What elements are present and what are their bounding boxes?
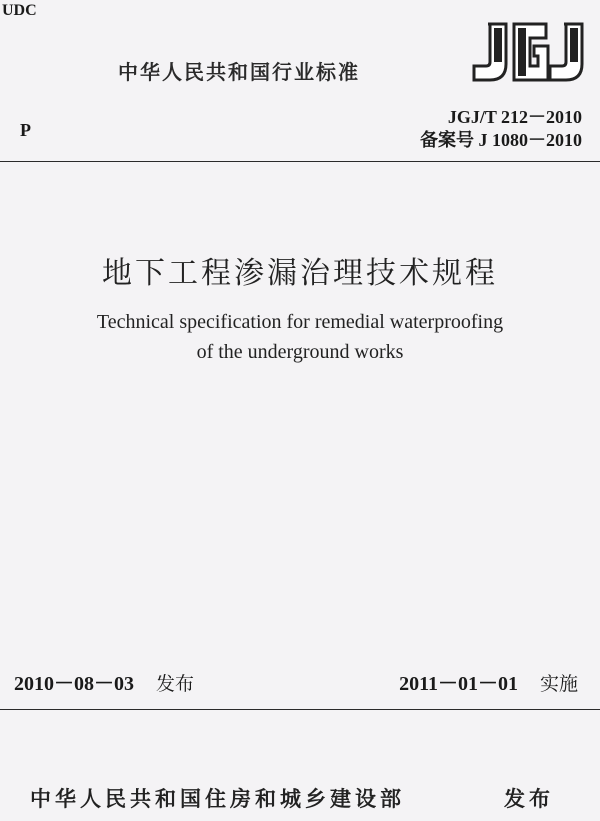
title-chinese: 地下工程渗漏治理技术规程: [102, 256, 498, 291]
bottom-divider: [0, 709, 600, 710]
record-number: 备案号 J 1080－2010: [420, 130, 582, 150]
udc-label: UDC: [2, 2, 37, 19]
issue-date-row: [14, 667, 194, 696]
title-english-line2: of the underground works: [196, 341, 404, 363]
title-english-line1: Technical specification for remedial waterproofing: [96, 311, 504, 333]
issue-label: 发布: [156, 673, 195, 695]
implement-date-row: [399, 667, 578, 696]
jgj-logo: [468, 20, 586, 84]
classification-label: P: [20, 120, 31, 140]
publish-label: 发布: [504, 787, 554, 811]
implement-label: 实施: [539, 673, 578, 695]
publisher-name: 中华人民共和国住房和城乡建设部: [30, 787, 405, 811]
industry-standard-title: 中华人民共和国行业标准: [118, 60, 360, 84]
standard-code: JGJ/T 212－2010: [447, 107, 582, 127]
implement-date: 2011－01－01: [399, 673, 518, 695]
issue-date: 2010－08－03: [14, 673, 134, 695]
top-divider: [0, 161, 600, 162]
